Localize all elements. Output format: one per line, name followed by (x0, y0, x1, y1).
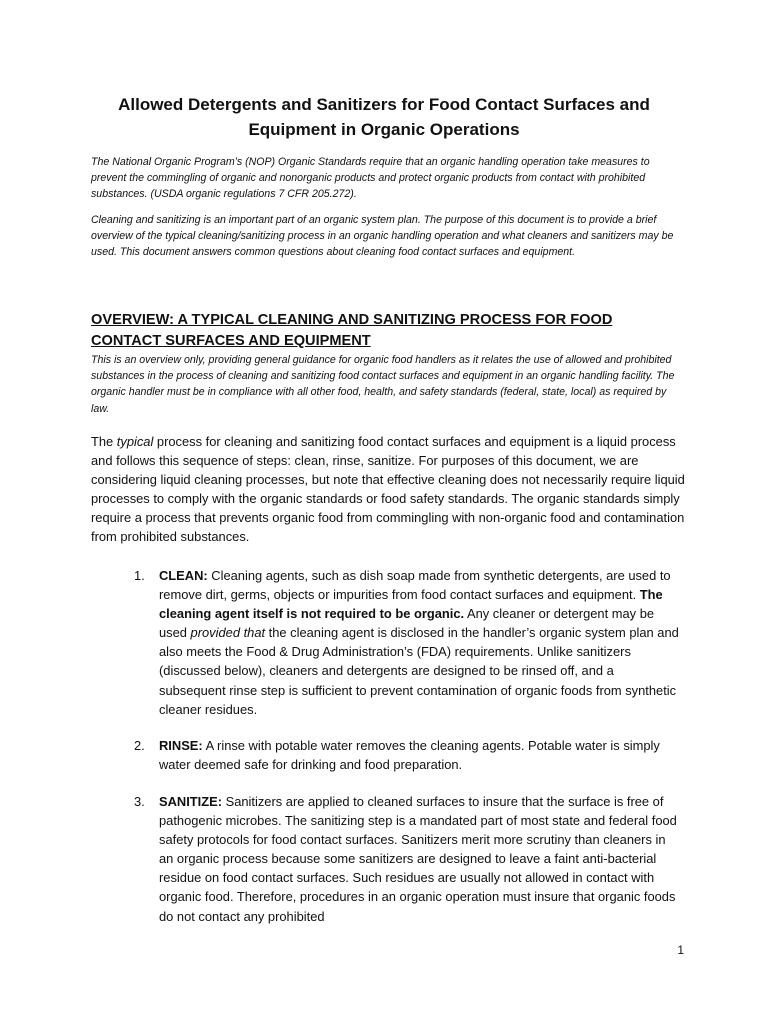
list-item-text (159, 792, 682, 926)
step-bold-text: The cleaning agent itself is not required to be organic. (159, 587, 663, 622)
body-text-rest: process for cleaning and sanitizing food contact surfaces and equipment is a liquid process and follows this sequence of steps: clean, rinse, sanitize. For purposes of this document, we are considering liquid cleaning processes, but note that effective cleaning does not necessarily require liquid processes to comply with the organic standards or food safety standards. The organic standards simply require a process that prevents organic food from commingling with non-organic food and contamination from prohibited substances. (91, 434, 685, 545)
body-text-typical: typical (116, 434, 154, 449)
overview-note: This is an overview only, providing general guidance for organic food handlers as it relates the use of allowed and prohibited substances in the process of cleaning and sanitizing food contact surfaces and equipment in an organic handling facility. The organic handler must be in compliance with all other food, health, and safety standards (federal, state, local) as required by law. (91, 354, 675, 415)
list-number: 1. (134, 568, 145, 583)
list-number: 3. (134, 794, 145, 809)
list-item-text (159, 566, 682, 719)
step-italic-text: provided that (190, 625, 266, 641)
list-item-text (159, 736, 682, 774)
page-number: 1 (677, 943, 684, 957)
document-title (80, 92, 688, 142)
step-text-a: Cleaning agents, such as dish soap made from synthetic detergents, are used to remove dirt, germs, objects or impurities from food contact surfaces and equipment. (159, 568, 671, 603)
title-line-1: Allowed Detergents and Sanitizers for Food Contact Surfaces and (118, 95, 650, 114)
list-item-clean (134, 566, 682, 719)
step-text: Sanitizers are applied to cleaned surfaces to insure that the surface is free of pathogenic microbes. The sanitizing step is a mandated part of most state and federal food safety protocols for food contact surfaces. Sanitizers merit more scrutiny than cleaners in an organic process because some sanitizers are designed to leave a faint anti-bacterial residue on food contact surfaces. Such residues are usually not allowed in contact with organic food. Therefore, procedures in an organic operation must insure that organic foods do not contact any prohibited (159, 794, 677, 924)
list-number: 2. (134, 738, 145, 753)
overview-heading-line-1: OVERVIEW: A TYPICAL CLEANING AND SANITIZING PROCESS FOR FOOD (91, 312, 613, 328)
intro-paragraph-1: The National Organic Program’s (NOP) Organic Standards require that an organic handling operation take measures to prevent the commingling of organic and nonorganic products and protect organic products from contact with prohibited substances. (USDA organic regulations 7 CFR 205.272). (91, 156, 650, 201)
overview-heading-line-2: CONTACT SURFACES AND EQUIPMENT (91, 333, 371, 349)
overview-heading (91, 310, 681, 352)
body-text-start: The (91, 434, 117, 449)
step-label: CLEAN: (159, 568, 208, 583)
step-label: RINSE: (159, 738, 203, 753)
step-text-c: the cleaning agent is disclosed in the handler’s organic system plan and also meets the Food & Drug Administration’s (FDA) requirements. Unlike sanitizers (discussed below), cleaners and detergents are designed to be rinsed off, and a subsequent rinse step is sufficient to prevent contamination of organic foods from synthetic cleaner residues. (159, 625, 679, 717)
list-item-sanitize (134, 792, 682, 926)
body-paragraph (91, 432, 687, 547)
title-line-2: Equipment in Organic Operations (248, 120, 520, 139)
step-text-b: Any cleaner or detergent may be used (159, 606, 655, 641)
step-label: SANITIZE: (159, 794, 223, 809)
list-item-rinse (134, 736, 682, 774)
intro-paragraph-2: Cleaning and sanitizing is an important part of an organic system plan. The purpose of this document is to provide a brief overview of the typical cleaning/sanitizing process in an organic handling operation and what cleaners and sanitizers may be used. This document answers common questions about cleaning food contact surfaces and equipment. (91, 214, 674, 259)
step-text: A rinse with potable water removes the cleaning agents. Potable water is simply water deemed safe for drinking and food preparation. (159, 738, 660, 773)
